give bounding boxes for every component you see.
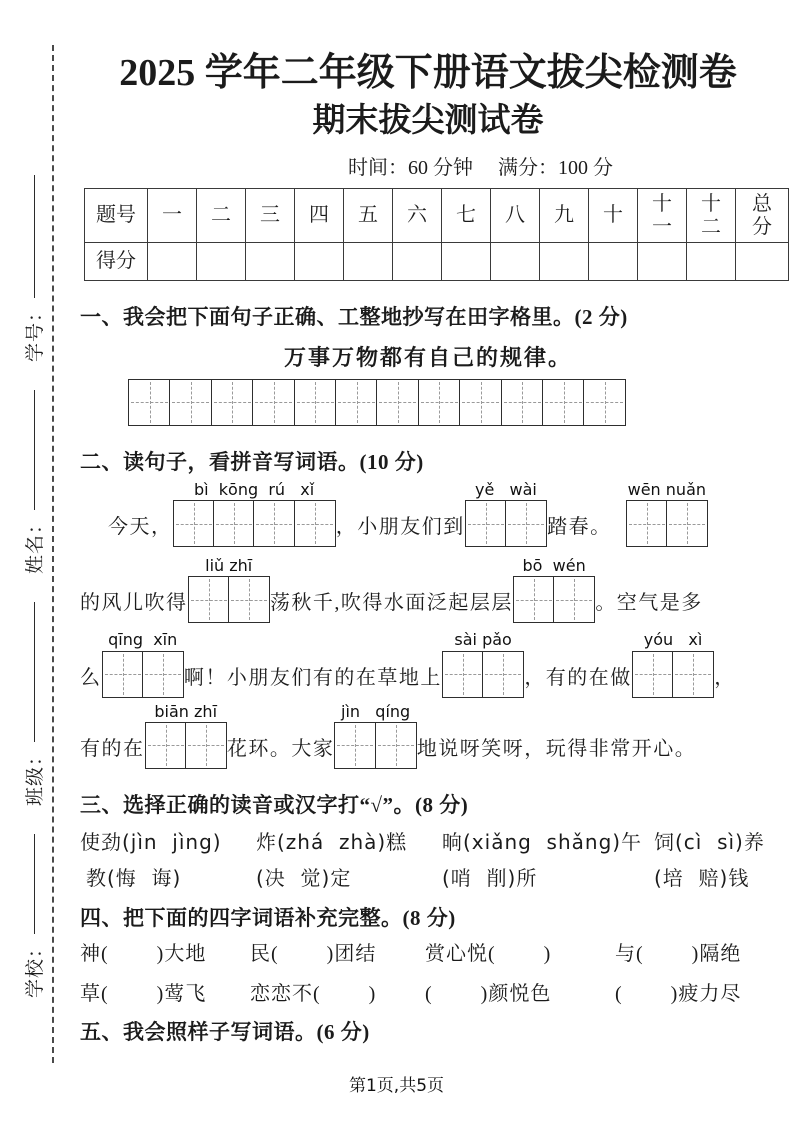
word-row: [80, 940, 776, 968]
idiom-item: 神( )大地: [80, 943, 207, 966]
tianzige-cell: [542, 379, 585, 426]
sentence-text: 花环。大家: [226, 737, 335, 760]
score-table-score-row: [85, 243, 789, 281]
score-cell-empty: [687, 243, 736, 281]
tianzige-cell: [142, 651, 184, 698]
tianzige-cell: [335, 379, 378, 426]
exam-title: 2025 学年二年级下册语文拔尖检测卷: [119, 52, 737, 94]
score-row-label: 得分: [85, 243, 148, 281]
section-three-heading: 三、选择正确的读音或汉字打“√”。(8 分): [80, 792, 469, 817]
sentence-text: 踏春。: [547, 516, 612, 539]
section-one-heading: 一、我会把下面句子正确、工整地抄写在田字格里。(2 分): [80, 305, 628, 330]
choice-item: 使劲(jìn jìng): [80, 830, 222, 855]
pinyin-answer-grid: [442, 630, 524, 697]
tianzige-cell: [294, 379, 337, 426]
sentence-text: ，: [714, 666, 736, 689]
score-cell-empty: [393, 243, 442, 281]
section-three-rows: [80, 828, 776, 892]
tianzige-cell: [375, 722, 417, 769]
idiom-item: 民( )团结: [250, 943, 377, 966]
word-row: [80, 828, 776, 856]
pinyin-answer-grid: [513, 556, 595, 623]
tianzige-cell: [465, 500, 507, 547]
sentence-text: ，小朋友们到: [335, 516, 465, 539]
seal-field-label: 学号：: [24, 301, 46, 362]
sentence-text: 有的在: [80, 737, 145, 760]
time-score-line: 时间：60 分钟 满分：100 分: [348, 157, 613, 180]
score-table-column-header: 四: [295, 189, 344, 243]
sentence-text: 地说呀笑呀，玩得非常开心。: [416, 737, 697, 760]
pinyin-sentence-line: [80, 630, 776, 697]
score-cell-empty: [638, 243, 687, 281]
tianzige-cell: [173, 500, 215, 547]
exam-subtitle: 期末拔尖测试卷: [312, 102, 544, 139]
tianzige-cell: [442, 651, 484, 698]
page-number: 第1页,共5页: [348, 1076, 445, 1096]
pinyin-label: yóu xì: [643, 630, 703, 650]
sentence-text: 的风儿吹得: [80, 592, 188, 615]
tianzige-cell: [553, 576, 595, 623]
pinyin-label: sài pǎo: [454, 630, 512, 650]
score-table: [84, 188, 789, 281]
tianzige-cell: [583, 379, 626, 426]
tianzige-cell: [213, 500, 255, 547]
seal-field-label: 学校：: [24, 937, 46, 998]
score-cell-empty: [736, 243, 789, 281]
word-row: [80, 980, 776, 1008]
content-area: [80, 0, 776, 1047]
score-table-column-header: 十 一: [638, 189, 687, 243]
pinyin-label: liǔ zhī: [205, 556, 253, 576]
score-table-column-header: 九: [540, 189, 589, 243]
tianzige-cell: [102, 651, 144, 698]
answer-cells: [173, 500, 336, 547]
score-table-column-header: 十 二: [687, 189, 736, 243]
tianzige-cell: [459, 379, 502, 426]
pinyin-label: yě wài: [474, 479, 537, 499]
answer-cells: [632, 651, 714, 698]
answer-cells: [102, 651, 184, 698]
sentence-text: 么: [80, 666, 102, 689]
score-cell-empty: [442, 243, 491, 281]
tianzige-cell: [513, 576, 555, 623]
score-cell-empty: [246, 243, 295, 281]
pinyin-answer-grid: [334, 702, 416, 769]
score-table-column-header: 三: [246, 189, 295, 243]
tianzige-cell: [632, 651, 674, 698]
section-four-heading: 四、把下面的四字词语补充完整。(8 分): [80, 906, 456, 931]
score-cell-empty: [589, 243, 638, 281]
idiom-item: 草( )莺飞: [80, 983, 207, 1006]
score-cell-empty: [148, 243, 197, 281]
pinyin-answer-grid: [102, 630, 184, 697]
pinyin-label: biān zhī: [154, 701, 218, 721]
score-table-column-header: 十: [589, 189, 638, 243]
score-cell-empty: [197, 243, 246, 281]
answer-cells: [513, 576, 595, 623]
pinyin-answer-grid: [632, 630, 714, 697]
score-cell-empty: [295, 243, 344, 281]
tianzige-cell: [128, 379, 171, 426]
pinyin-answer-grid: [626, 480, 708, 547]
score-table-column-header: 总 分: [736, 189, 789, 243]
tianzige-cell: [145, 722, 187, 769]
seal-field-underline: [32, 175, 35, 298]
section-two-heading: 二、读句子，看拼音写词语。(10 分): [80, 449, 424, 474]
score-cell-empty: [540, 243, 589, 281]
pinyin-label: bō wén: [522, 556, 586, 576]
choice-item: (哨 削)所: [442, 866, 538, 891]
answer-cells: [626, 500, 708, 547]
seal-field-label: 姓名：: [24, 513, 46, 574]
copy-sentence: 万事万物都有自己的规律。: [283, 344, 572, 370]
word-row: [80, 864, 776, 892]
score-table-column-header: 一: [148, 189, 197, 243]
sentence-text: ，有的在做: [524, 666, 632, 689]
sentence-text: 。空气是多: [595, 592, 703, 615]
answer-cells: [334, 722, 416, 769]
section-five-heading: 五、我会照样子写词语。(6 分): [80, 1020, 370, 1045]
pinyin-label: bì kōng rú xǐ: [194, 479, 315, 499]
choice-item: 饲(cì sì)养: [654, 830, 765, 855]
pinyin-fill-lines: [80, 480, 776, 769]
pinyin-answer-grid: [188, 556, 270, 623]
score-table-column-header: 六: [393, 189, 442, 243]
score-cell-empty: [344, 243, 393, 281]
idiom-item: ( )疲力尽: [615, 983, 742, 1006]
answer-cells: [145, 722, 227, 769]
tianzige-cell: [188, 576, 230, 623]
tianzige-cell: [505, 500, 547, 547]
pinyin-label: jìn qíng: [341, 701, 411, 721]
tianzige-cell: [626, 500, 668, 547]
tianzige-cell: [672, 651, 714, 698]
tianzige-cell: [418, 379, 461, 426]
choice-item: 晌(xiǎng shǎng)午: [442, 830, 643, 855]
tianzige-cell: [252, 379, 295, 426]
score-table-column-header: 二: [197, 189, 246, 243]
tianzige-cell: [228, 576, 270, 623]
copy-grid-row: [128, 379, 776, 426]
answer-cells: [442, 651, 524, 698]
pinyin-sentence-line: [80, 702, 776, 769]
tianzige-cell: [185, 722, 227, 769]
tianzige-cell: [253, 500, 295, 547]
pinyin-label: qīng xīn: [108, 630, 178, 650]
pinyin-sentence-line: [80, 556, 776, 623]
seal-field-underline: [32, 834, 35, 934]
seal-field-label: 班级：: [24, 745, 46, 806]
choice-item: (决 觉)定: [256, 866, 352, 891]
seal-field-underline: [32, 390, 35, 510]
score-table-column-header: 七: [442, 189, 491, 243]
score-table-column-header: 五: [344, 189, 393, 243]
tianzige-cell: [169, 379, 212, 426]
section-four-rows: [80, 940, 776, 1008]
pinyin-label: wēn nuǎn: [627, 479, 707, 499]
score-table-column-header: 题号: [85, 189, 148, 243]
seal-margin: [12, 128, 54, 1006]
pinyin-answer-grid: [465, 480, 547, 547]
choice-item: 教(悔 诲): [86, 866, 182, 891]
choice-item: (培 赔)钱: [654, 866, 750, 891]
answer-cells: [188, 576, 270, 623]
score-table-column-header: 八: [491, 189, 540, 243]
sentence-text: 啊！小朋友们有的在草地上: [183, 666, 442, 689]
idiom-item: 恋恋不( ): [250, 983, 377, 1006]
tianzige-cell: [334, 722, 376, 769]
tianzige-cell: [482, 651, 524, 698]
tianzige-cell: [376, 379, 419, 426]
tianzige-cell: [211, 379, 254, 426]
idiom-item: ( )颜悦色: [425, 983, 552, 1006]
tianzige-cell: [501, 379, 544, 426]
idiom-item: 赏心悦( ): [425, 943, 552, 966]
sentence-text: 荡秋千,吹得水面泛起层层: [269, 592, 513, 615]
tianzige-cell: [294, 500, 336, 547]
score-cell-empty: [491, 243, 540, 281]
seal-field-underline: [32, 602, 35, 742]
idiom-item: 与( )隔绝: [615, 943, 742, 966]
answer-cells: [465, 500, 547, 547]
score-table-header-row: [85, 189, 789, 243]
pinyin-answer-grid: [173, 480, 336, 547]
choice-item: 炸(zhá zhà)糕: [256, 830, 408, 855]
sentence-text: 今天，: [108, 516, 173, 539]
tianzige-cell: [666, 500, 708, 547]
pinyin-answer-grid: [145, 702, 227, 769]
pinyin-sentence-line: [108, 480, 776, 547]
